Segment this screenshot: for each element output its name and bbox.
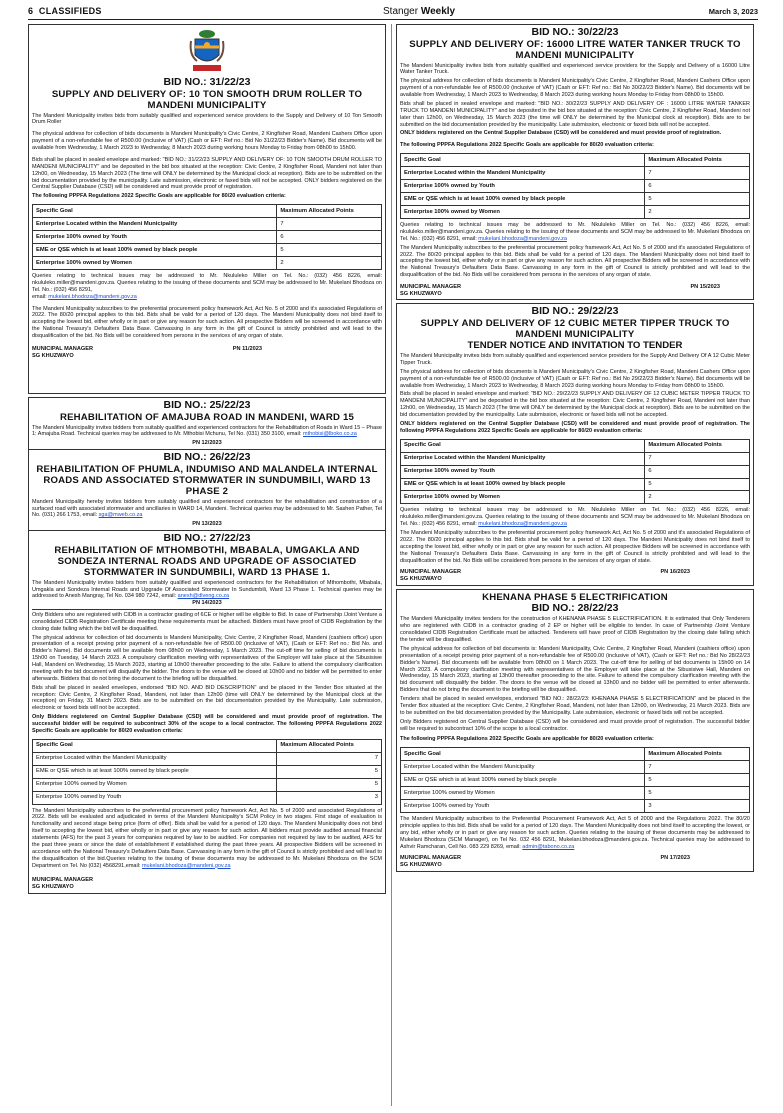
goal-cell: Enterprise Located within the Mandeni Municipality bbox=[401, 452, 645, 465]
points-cell: 5 bbox=[645, 478, 750, 491]
points-cell: 5 bbox=[645, 787, 750, 800]
email-link[interactable]: mukelani.bhodoza@mandeni.gov.za bbox=[48, 293, 137, 300]
column-header: Specific Goal bbox=[401, 154, 645, 167]
goals-table bbox=[400, 439, 750, 505]
signatory bbox=[32, 877, 93, 890]
email-link[interactable]: sga@mweb.co.za bbox=[98, 512, 143, 519]
table-header-row bbox=[401, 154, 750, 167]
goal-cell: Enterprise Located within the Mandeni Municipality bbox=[401, 167, 645, 180]
bid-paragraph bbox=[400, 222, 750, 243]
bid-title: REHABILITATION OF PHUMLA, INDUMISO AND MALANDELA INTERNAL ROADS AND ASSOCIATED STORMWATER IN SUNDUMBILI, WARD 13 PHASE 2 bbox=[36, 463, 378, 497]
goals-intro: The following PPPFA Regulations 2022 Specific Goals are applicable for 80/20 evaluation criteria: bbox=[32, 193, 286, 200]
bid-title: SUPPLY AND DELIVERY OF: 16000 LITRE WATER TANKER TRUCK TO MANDENI MUNICIPALITY bbox=[409, 38, 741, 61]
goal-cell: Enterprise 100% owned by Women bbox=[401, 787, 645, 800]
goals-table bbox=[32, 739, 382, 805]
table-row bbox=[33, 765, 382, 778]
page-number: 6 bbox=[28, 6, 34, 17]
table-header-row bbox=[401, 439, 750, 452]
bid-title: REHABILITATION OF AMAJUBA ROAD IN MANDENI, WARD 15 bbox=[59, 411, 355, 423]
bid-paragraph: The Mandeni Municipality invites tenders for the construction of KHENANA PHASE 5 ELECTRIFICATION. It is estimated that Only Tenderers who are registered with CIDB in a contractor grading of 2 EP or higher will be eligible to tender. In case of Partnership /Joint Venture consolidated CIDB Registration Certificate must be attached. Tenderers will have proof of CIDB Registration by the closing date failing which the tender will be disqualified. bbox=[400, 616, 750, 644]
bid-paragraph bbox=[32, 580, 382, 601]
goal-cell: EME or QSE which is at least 100% owned by black people bbox=[401, 193, 645, 206]
signatory-name: SG KHUZWAYO bbox=[32, 352, 74, 359]
points-cell: 2 bbox=[645, 206, 750, 219]
masthead bbox=[383, 6, 455, 18]
goals-intro: The following PPPFA Regulations 2022 Specific Goals are applicable for 80/20 evaluation criteria: bbox=[400, 142, 654, 149]
notice-number: PN 16/2023 bbox=[660, 569, 690, 576]
notice-number: PN 14/2023 bbox=[192, 600, 222, 607]
signatory-title: MUNICIPAL MANAGER bbox=[400, 569, 462, 576]
bid-paragraph: Only Bidders who are registered with CIDB in a contractor grading of 6CE or higher will be eligible to Bid. In case of Partnership /Joint Venture a consolidated CIDB Registration Certificate meeting these requirements must be attached. Bidders must have proof of CIDB Registration by the closing date failing which the bid will be disqualified. bbox=[32, 611, 382, 632]
goal-cell: Enterprise 100% owned by Youth bbox=[33, 791, 277, 804]
signatory-title: MUNICIPAL MANAGER bbox=[400, 855, 462, 862]
bid-paragraph bbox=[400, 816, 750, 850]
bid-title: SUPPLY AND DELIVERY OF 12 CUBIC METER TIPPER TRUCK TO MANDENI MUNICIPALITY bbox=[420, 317, 730, 340]
table-row bbox=[401, 774, 750, 787]
bid-paragraph bbox=[32, 425, 382, 439]
goal-cell: EME or QSE which is at least 100% owned by black people bbox=[401, 774, 645, 787]
divider bbox=[32, 609, 382, 610]
signatory-title: MUNICIPAL MANAGER bbox=[400, 284, 462, 290]
bid-text: Queries relating to technical issues may be addressed to Mr. Nkululeko Miller on Tel. No.: (032) 456 8226, email: nkululeko.miller@mandeni.gov.za. Queries relating to the issuing of these documents and SCM may be addressed to Mr. Mukelani Bhodoza on Tel. No.: (032) 456 8291, email: bbox=[400, 222, 750, 242]
bid-title: KHENANA PHASE 5 ELECTRIFICATION bbox=[482, 591, 668, 603]
points-cell: 6 bbox=[645, 465, 750, 478]
table-row bbox=[401, 206, 750, 219]
goal-cell: Enterprise 100% owned by Youth bbox=[401, 800, 645, 813]
bid-number: BID NO.: 27/22/23 bbox=[163, 532, 251, 544]
signatory bbox=[400, 855, 461, 868]
tender-ad-25-22-23 bbox=[28, 397, 386, 450]
goal-cell: Enterprise 100% owned by Women bbox=[33, 778, 277, 791]
bid-paragraph: Tenders shall be placed in sealed envelopes, endorsed "BID NO.: 28/22/23: KHENANA PHASE 5 ELECTRIFICATION" and be placed in the Tender Box situated at the reception: Civic Centre, 2 Kingfisher Road, Mandeni, not later than 12h00, on Wednesday, 21 March 2023. Bids are to be submitted on the bid documentation provided by the Municipality. Late submission, electronic or faxed bids will not be accepted. bbox=[400, 696, 750, 716]
bid-paragraph: Bids shall be placed in sealed envelope and marked: "BID NO.: 30/22/23 SUPPLY AND DELIVERY OF : 16000 LITRE WATER TANKER TRUCK TO MANDENI MUNICIPALITY" and be deposited in the bid box situated at the reception: Civic Centre, 2 Kingfisher Road, Mandeni not later than 12h00, on Wednesday, 15 March 2023 (the time will ONLY be determined by the Municipal clock at reception). Bids are to be submitted on the bid documentation provided by the municipality. Late submission, electronic or faxed bids will not be accepted. bbox=[400, 100, 750, 128]
table-header-row bbox=[33, 205, 382, 218]
bid-paragraph: The Mandeni Municipality subscribes to the preferential procurement policy framework Act, Act No. 5 of 2000 and it's associated Regulations of 2022. The 80/20 principal applies to this bid. Bids shall be valid for a period of 120 days. The Mandeni Municipality does not bind itself to accepting the lowest bid, either wholly or in part or give any reason for such action. All prospective Bidders will be screened in accordance with the National Treasury's Defaulters Data Base. Canvassing in any form in the gift of Council is strictly prohibited and will lead to the disqualification of the bid. No Bids will be considered from persons in the services of any organ of state. bbox=[32, 305, 382, 339]
bid-paragraph: Bids shall be placed in sealed envelope and marked: "BID NO.: 29/22/23 SUPPLY AND DELIVERY OF 12 CUBIC METER TIPPER TRUCK TO MANDENI MUNICIPALITY" and be deposited in the bid box situated at the reception: Civic Centre, 2 Kingfisher Road, Mandeni not later than 12h00, on Wednesday, 15 March 2023 (The time will ONLY be determined by the Municipal clock at reception). Bids are to be submitted on the bid documentation provided by the municipality. Late submission, electronic or faxed bids will not be accepted. bbox=[400, 391, 750, 419]
points-cell: 6 bbox=[645, 180, 750, 193]
bid-title: REHABILITATION OF MTHOMBOTHI, MBABALA, UMGAKLA AND SONDEZA INTERNAL ROADS AND UPGRADE OF ASSOCIATED STORMWATER IN SUNDUMBILI, WARD 13 PHASE 1. bbox=[54, 544, 360, 578]
column-header: Specific Goal bbox=[33, 739, 277, 752]
bid-paragraph: The physical address for collection of bid documents is: Mandeni Municipality, Civic Centre, 2 Kingfisher Road, Mandeni (cashiers office) upon presentation of a receipt proving prior payment of a non-refundable fee of R500.00 (inclusive of VAT), (Cash or EFT: Ref no.: Bid No 28/22/23 Bidder's Name). Bid documents will be available from 08h00 on 1 March 2023. The cut-off time for selling of bid documents is 15h00 on 14 March 2023. A compulsory clarification meeting with representatives of the Employer will take place at the Sibusisiwe Hall, Mandeni on Wednesday, 15 March 2023, starting at 13h00 thereafter proceeding to the site. Failure to attend the compulsory clarification meeting with the bid document will disqualify the bidder. The doors to the venue will be closed at 13h00 and no bidder will be permitted to enter afterwards. Bidders that do not bring the document to the briefing will be disqualified. bbox=[400, 645, 750, 694]
points-cell: 2 bbox=[645, 491, 750, 504]
goals-table bbox=[32, 204, 382, 270]
table-row bbox=[401, 478, 750, 491]
notice-number: PN 15/2023 bbox=[690, 284, 720, 290]
bid-title: SUPPLY AND DELIVERY OF: 10 TON SMOOTH DRUM ROLLER TO MANDENI MUNICIPALITY bbox=[51, 88, 363, 111]
goal-cell: EME or QSE which is at least 100% owned by black people bbox=[33, 244, 277, 257]
column-header: Maximum Allocated Points bbox=[277, 205, 382, 218]
bid-paragraph: The Mandeni Municipality invites bids from suitably qualified and experienced service providers to the Supply and Delivery of 10 Ton Smooth Drum Roller bbox=[32, 112, 382, 126]
bid-text: Mandeni Municipality hereby invites bidders from suitably qualified and experienced contractors for the rehabilitation and construction of a surfaced road with associated stormwater and ancillaries in WARD 14, Mandeni. Technical queries may be addressed to Mr. Sashen Pather, Tel No. (031) 266 1753, email: bbox=[32, 498, 382, 519]
signatory-name: SG KHUZWAYO bbox=[32, 884, 74, 891]
points-cell: 3 bbox=[645, 800, 750, 813]
column-header: Specific Goal bbox=[33, 205, 277, 218]
points-cell: 7 bbox=[645, 452, 750, 465]
bid-paragraph bbox=[400, 507, 750, 528]
bid-paragraph: Bids shall be placed in sealed envelopes, endorsed "BID NO. AND BID DESCRIPTION" and be placed in the Tender Box situated at the reception: Civic Centre, 2 Kingfisher Road, Mandeni, not later than 12h00 (time will ONLY be determined by the Municipal clock at the reception) on Friday, 31 March 2023. Bids are to be submitted on the bid documentation provided by the Municipality. Late submission, electronic or faxed bids will not be accepted. bbox=[32, 684, 382, 712]
email-link[interactable]: mukelani.bhodoza@mandeni.gov.za bbox=[478, 521, 567, 528]
email-label: email: bbox=[32, 293, 49, 300]
bid-number: BID NO.: 26/22/23 bbox=[163, 451, 251, 464]
goals-intro: The following PPPFA Regulations 2022 Specific Goals are applicable for 80/20 evaluation criteria: bbox=[400, 736, 654, 743]
table-row bbox=[401, 491, 750, 504]
points-cell: 7 bbox=[645, 761, 750, 774]
tender-ad-26-22-23 bbox=[28, 450, 386, 531]
tender-ad-30-22-23 bbox=[396, 24, 754, 300]
table-row bbox=[401, 761, 750, 774]
bid-paragraph: ONLY bidders registered on the Central Supplier Database (CSD) will be considered and must provide proof of registration. bbox=[400, 130, 722, 137]
table-row bbox=[401, 167, 750, 180]
bid-text: Queries relating to technical issues may be addressed to Mr. Nkululeko Miller on Tel. No.: (032) 456 8226, email: nkululeko.miller@mandeni.gov.za. Queries relating to the issuing of these documents and SCM may be addressed to Mr. Mukelani Bhodoza on Tel. No.: (032) 456 8291, email: bbox=[400, 507, 750, 528]
bid-paragraph: The physical address for collection of bids documents is Mandeni Municipality's Civic Centre, 2 Kingfisher Road, Mandeni Cashers Office upon payment of a non-refundable fee of R500.00 (inclusive of VAT) (Cash or EFT: Ref no.: Bid No 31/22/23 Bidder's Name). Bid documents will be available from Wednesday, 1 March 2023 to Wednesday, 8 March 2023 during working hours Monday to Friday from 08h00 to 15h00. bbox=[32, 131, 382, 152]
page-section-label bbox=[28, 6, 102, 17]
tender-ad-27-22-23 bbox=[28, 531, 386, 894]
goal-cell: Enterprise 100% owned by Women bbox=[401, 206, 645, 219]
email-link[interactable]: mukelani.bhodoza@mandeni.gov.za bbox=[478, 235, 567, 242]
column-header: Maximum Allocated Points bbox=[645, 748, 750, 761]
issue-date: March 3, 2023 bbox=[708, 7, 758, 16]
table-row bbox=[33, 218, 382, 231]
bid-paragraph bbox=[32, 273, 382, 301]
goal-cell: Enterprise 100% owned by Youth bbox=[33, 231, 277, 244]
signature-block bbox=[400, 569, 750, 582]
bid-paragraph: Bids shall be placed in sealed envelope and marked: "BID NO.: 31/22/23 SUPPLY AND DELIVERY OF: 10 TON SMOOTH DRUM ROLLER TO MANDENI MUNICIPALITY" and be deposited in the bid box situated at the reception: Civic Centre, 2 Kingfisher Road, Mandeni not later than 12h00, on Wednesday, 15 March 2023 (The time will ONLY be determined by the Municipal clock at reception). Bids are to be submitted on the bid documentation provided by the municipality. Late submission, electronic or faxed bids will not be accepted. ONLY bidders registered on the Central Supplier Database (CSD) will be considered and must provide proof of registration. bbox=[32, 156, 382, 191]
bid-paragraph bbox=[32, 499, 382, 520]
goals-table bbox=[400, 153, 750, 219]
column-header: Specific Goal bbox=[401, 748, 645, 761]
table-header-row bbox=[401, 748, 750, 761]
table-row bbox=[33, 778, 382, 791]
column-header: Maximum Allocated Points bbox=[645, 154, 750, 167]
points-cell: 5 bbox=[277, 765, 382, 778]
bid-paragraph: The Mandeni Municipality subscribes to the preferential procurement policy framework Act, Act No. 5 of 2000 and it's associated Regulations of 2022. The 80/20 principal applies to this bid. Bids shall be valid for a period of 120 days. The Mandeni Municipality does not bind itself to accepting the lowest bid, either wholly or in part or give any reason for such action. All prospective Bidders will be screened in accordance with the National Treasury's Defaulters Data Base. Canvassing in any form in the gift of Council is strictly prohibited and will lead to the disqualification of the bid. No Bids will be considered from persons in the services of any organ of state. bbox=[400, 530, 750, 564]
email-link[interactable]: mukelani.bhodoza@mandeni.gov.za bbox=[141, 862, 231, 869]
column-header: Maximum Allocated Points bbox=[277, 739, 382, 752]
points-cell: 2 bbox=[277, 257, 382, 270]
bid-text: The Mandeni Municipality invites bidders from suitably qualified and experienced contractors for the Rehabilitation of Roads in Ward 15 – Phase 1: Amajuba Road. Technical queries may be addressed to Mr. Mthobisi Mchunu, Tel No. (031) 350 3100, email: bbox=[32, 424, 382, 438]
bid-paragraph: Only Bidders registered on Central Supplier Database (CSD) will be considered and must provide proof of registration. The successful bidder will be required to subcontract 30% of the scope to a local contractor. The following PPPFA Regulations 2022 Specific Goals are applicable for 80/20 evaluation criteria: bbox=[32, 714, 382, 734]
bid-paragraph: The Mandeni Municipality subscribes to the preferential procurement policy framework Act, Act No. 5 of 2000 and it's associated Regulations of 2022. The 80/20 principal applies to this bid. Bids shall be valid for a period of 120 days. The Mandeni Municipality does not bind itself to accepting the lowest bid, either wholly or in part or give any reason for such action. All prospective Bidders will be screened in accordance with the National Treasury's Defaulters Data Base. Canvassing in any form in the gift of Council is strictly prohibited and will lead to the disqualification of the bid. No Bids will be considered from persons in the services of any organ of state. bbox=[400, 244, 750, 279]
table-row bbox=[33, 257, 382, 270]
email-link[interactable]: anesh@dlveng.co.za bbox=[177, 593, 230, 600]
signatory bbox=[400, 569, 461, 582]
goal-cell: Enterprise 100% owned by Women bbox=[401, 491, 645, 504]
table-row bbox=[401, 800, 750, 813]
bid-number: BID NO.: 28/22/23 bbox=[531, 601, 619, 614]
bid-subtitle: TENDER NOTICE AND INVITATION TO TENDER bbox=[467, 340, 683, 352]
email-link[interactable]: mthobisi@lboko.co.za bbox=[302, 431, 357, 438]
goal-cell: Enterprise Located within the Mandeni Municipality bbox=[401, 761, 645, 774]
goal-cell: EME or QSE which is at least 100% owned by black people bbox=[401, 478, 645, 491]
points-cell: 7 bbox=[277, 752, 382, 765]
goal-cell: Enterprise Located within the Mandeni Municipality bbox=[33, 752, 277, 765]
table-row bbox=[401, 180, 750, 193]
signature-block bbox=[32, 346, 382, 359]
notice-number: PN 11/2023 bbox=[232, 345, 262, 352]
tender-ad-28-22-23 bbox=[396, 589, 754, 872]
bid-text: The Mandeni Municipality subscribes to the preferential procurement policy framework Act, Act No. 5 of 2000 and associated Regulations of 2022. Bids will be evaluated and adjudicated in terms of the Mandeni Municipality's SCM Policy in two stages. First stage of evaluation is functionality and second stage being price (form of offer). Bids shall be valid for a period of 120 days. The Mandeni Municipality does not bind itself to accepting the lowest bid, either wholly or in part or give any reason for such action. All bidders must provide audited annual financial statements (AFS) for the past 3 years for companies required by law to be audited. For companies not required by law to be audited, AFS for the past three years or since the date of establishment if established during the past three years. All prospective Bidders will be screened in accordance with the National Treasury's Defaulters Data Base. Canvassing in any form in the gift of Council is strictly prohibited and will lead to the disqualification of the bid.Queries relating to the issuing of these documents may be addressed to Mr. Mukelani Bhodoza on the SCM Department on Tel. No (032) 4568291,email: bbox=[32, 807, 382, 869]
bid-paragraph bbox=[32, 808, 382, 870]
table-row bbox=[33, 244, 382, 257]
signatory-title: MUNICIPAL MANAGER bbox=[32, 345, 94, 352]
goals-table bbox=[400, 747, 750, 813]
bid-paragraph: The physical address for collection of bids documents is Mandeni Municipality's Civic Centre, 2 Kingfisher Road, Mandeni Cashers Office upon payment of a non-refundable fee of R500.00 (inclusive of VAT) (Cash or EFT: Ref no.: Bid No 30/22/23 Bidder's Name). Bid documents will be available from Wednesday, 1 March 2023 to Wednesday, 8 March 2023 during working hours Monday to Friday from 08h00 to 15h00. bbox=[400, 78, 750, 99]
bid-text: The Mandeni Municipality subscribes to the Preferential Procurement Framework Act, Act 5 of 2000 and the Regulations 2022. The 80/20 principle applies to this bid. Bids shall be valid for a period of 120 days. The Mandeni Municipality does not bind itself to accepting the lowest, or any bid, either wholly or in part or give any reason for such action. Queries relating to the issuing of these documents may be addressed to Mukelani Bhodoza (SCM Manager), on Tel No. 032 456 8291, Mukelani.bhodoza@mandeni.gov.za. Technical queries may be addressed to Ashvir Ramcharan, Cell No. 083 229 8269, email: bbox=[400, 816, 750, 850]
points-cell: 5 bbox=[645, 193, 750, 206]
goal-cell: Enterprise 100% owned by Youth bbox=[401, 180, 645, 193]
municipal-crest-icon bbox=[187, 27, 227, 75]
table-row bbox=[401, 465, 750, 478]
bid-paragraph: The physical address for collection of bids documents is Mandeni Municipality's Civic Centre, 2 Kingfisher Road, Mandeni Cashers Office upon payment of a non-refundable fee of R500.00 (inclusive of VAT) (Cash or EFT: Ref no.: Bid No 29/22/23 Bidder's Name). Bid documents will be available from Wednesday, 1 March 2023 to Wednesday, 8 March 2023 during working hours Monday to Friday from 08h00 to 15h00. bbox=[400, 368, 750, 389]
signatory-title: MUNICIPAL MANAGER bbox=[32, 877, 94, 884]
notice-number: PN 12/2023 bbox=[192, 440, 222, 447]
tender-ad-29-22-23 bbox=[396, 303, 754, 585]
signatory bbox=[400, 284, 461, 297]
notice-number: PN 13/2023 bbox=[192, 521, 222, 528]
table-row bbox=[401, 452, 750, 465]
signature-block bbox=[400, 284, 750, 297]
table-row bbox=[33, 231, 382, 244]
goal-cell: Enterprise 100% owned by Women bbox=[33, 257, 277, 270]
table-row bbox=[401, 193, 750, 206]
masthead-part2: Weekly bbox=[420, 5, 456, 17]
column-header: Specific Goal bbox=[401, 439, 645, 452]
points-cell: 5 bbox=[277, 244, 382, 257]
notice-number: PN 17/2023 bbox=[660, 855, 690, 862]
section-name: CLASSIFIEDS bbox=[38, 6, 102, 17]
bid-number: BID NO.: 29/22/23 bbox=[531, 305, 619, 318]
bid-number: BID NO.: 30/22/23 bbox=[531, 26, 619, 38]
points-cell: 7 bbox=[277, 218, 382, 231]
points-cell: 5 bbox=[277, 778, 382, 791]
queries-text: Queries relating to technical issues may be addressed to Mr. Nkululeko Miller on Tel. No.: (032) 456 8226, email: nkululeko.miller@mandeni.gov.za. Queries relating to the issuing of these documents and SCM may be addressed to Mr. Mukelani Bhodoza on Tel. No.: (032) 456 8291, bbox=[32, 273, 382, 293]
signatory bbox=[32, 346, 93, 359]
signatory-name: SG KHUZWAYO bbox=[400, 862, 442, 869]
bid-paragraph: The physical address for collection of bid documents is Mandeni Municipality, Civic Centre, 2 Kingfisher Road, Mandeni (cashiers office) upon presentation of a receipt proving prior payment of a non-refundable fee of R500.00 (inclusive of VAT), (Cash or EFT: Ref no.: Bid No. and Bidder's Name). Bid documents will be available from 08h00 on Wednesday, 1 March 2023. The cut-off time for selling of bid documents is 15h00 on Tuesday, 14 March 2023. A compulsory clarification meeting with representatives of the Employer will take place at the Sibusisiwe Hall, Mandeni on Wednesday, 15 March 2023, starting at 10h00 thereafter proceeding to the site. Failure to attend the compulsory clarification meeting with the bid document will disqualify the bidder. The doors to the venue will be closed at 10h00 and no bidder will be permitted to enter afterwards. Bidders that do not bring the document to the briefing will be disqualified. bbox=[32, 634, 382, 682]
column-divider bbox=[391, 24, 392, 1106]
right-column bbox=[396, 24, 754, 1106]
bid-paragraph: Only Bidders registered on Central Supplier Database (CSD) will be considered and must provide proof of registration. The successful bidder will be required to subcontract 10% of the scope to a local contractor. bbox=[400, 718, 750, 732]
bid-text: The Mandeni Municipality invites bidders from suitably qualified and experienced contractors for the Rehabilitation of Mthombothi, Mbabala, Umgakla and Sondeza Internal Roads and Upgrade Of Associated Stormwater In Sundumbili, Ward 13 Phase 1. Technical queries may be addressed to Anesh Mangray, Tel No. 034 980 7242, email: bbox=[32, 579, 382, 600]
table-header-row bbox=[33, 739, 382, 752]
tender-ad-31-22-23 bbox=[28, 24, 386, 394]
points-cell: 7 bbox=[645, 167, 750, 180]
masthead-part1: Stanger bbox=[383, 5, 419, 17]
table-row bbox=[33, 752, 382, 765]
column-header: Maximum Allocated Points bbox=[645, 439, 750, 452]
table-row bbox=[33, 791, 382, 804]
signatory-name: SG KHUZWAYO bbox=[400, 576, 442, 583]
page-header bbox=[28, 4, 758, 20]
goal-cell: Enterprise 100% owned by Youth bbox=[401, 465, 645, 478]
points-cell: 3 bbox=[277, 791, 382, 804]
signature-block bbox=[32, 877, 382, 890]
bid-number: BID NO.: 25/22/23 bbox=[163, 399, 251, 411]
signature-block bbox=[400, 855, 750, 868]
bid-paragraph: The Mandeni Municipality invites bids from suitably qualified and experienced service providers for the Supply And Delivery Of A 12 Cubic Meter Tipper Truck. bbox=[400, 353, 750, 366]
bid-paragraph: The Mandeni Municipality invites bids from suitably qualified and experienced service providers for the Supply and Delivery of a 16000 Litre Water Tanker Truck. bbox=[400, 62, 750, 76]
bid-paragraph: ONLY bidders registered on the Central Supplier Database (CSD) will be considered and must provide proof of registration. The following PPPFA Regulations 2022 Specific Goals are applicable for 80/20 evaluation criteria: bbox=[400, 420, 750, 434]
bid-number: BID NO.: 31/22/23 bbox=[163, 76, 251, 88]
signatory-name: SG KHUZWAYO bbox=[400, 290, 442, 297]
points-cell: 6 bbox=[277, 231, 382, 244]
goal-cell: EME or QSE which is at least 100% owned by black people bbox=[33, 765, 277, 778]
left-column bbox=[28, 24, 386, 1106]
points-cell: 5 bbox=[645, 774, 750, 787]
email-link[interactable]: admin@tabono.co.za bbox=[522, 843, 575, 850]
table-row bbox=[401, 787, 750, 800]
goal-cell: Enterprise Located within the Mandeni Municipality bbox=[33, 218, 277, 231]
